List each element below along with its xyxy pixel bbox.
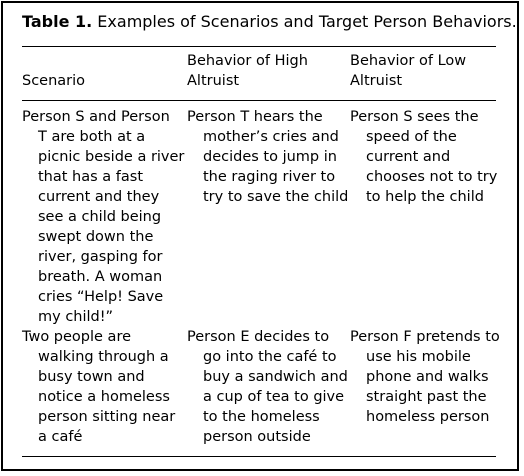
header-line: Behavior of Low [350, 53, 467, 69]
cell-line: my child!” [38, 309, 114, 325]
header-high-altruist [187, 51, 308, 91]
cell-line: see a child being [38, 209, 162, 225]
cell-line: current and they [38, 189, 160, 205]
cell-line: mother’s cries and [203, 129, 339, 145]
header-line: Scenario [22, 73, 86, 89]
table-title: Examples of Scenarios and Target Person Behaviors. [92, 12, 517, 31]
cell-line: homeless person [366, 409, 490, 425]
row2-low-altruist [350, 327, 500, 427]
table-label: Table 1. [22, 12, 93, 31]
cell-line: swept down the [38, 229, 154, 245]
cell-line: river, gasping for [38, 249, 163, 265]
cell-line: try to save the child [203, 189, 349, 205]
cell-line: decides to jump in [203, 149, 337, 165]
cell-line: Person T hears the [187, 109, 323, 125]
row1-low-altruist [350, 107, 497, 207]
cell-line: cries “Help! Save [38, 289, 164, 305]
cell-line: Person F pretends to [350, 329, 500, 345]
header-rule [22, 100, 496, 101]
cell-line: phone and walks [366, 369, 489, 385]
cell-line: chooses not to try [366, 169, 498, 185]
header-low-altruist [350, 51, 466, 91]
top-rule [22, 46, 496, 47]
cell-line: person sitting near [38, 409, 176, 425]
bottom-rule [22, 456, 496, 457]
cell-line: go into the café to [203, 349, 337, 365]
cell-line: a café [38, 429, 83, 445]
header-line: Altruist [187, 73, 240, 89]
row1-high-altruist [187, 107, 348, 207]
row2-high-altruist [187, 327, 348, 447]
cell-line: picnic beside a river [38, 149, 185, 165]
cell-line: use his mobile [366, 349, 471, 365]
cell-line: to the homeless [203, 409, 320, 425]
cell-line: Two people are [22, 329, 132, 345]
header-line: Behavior of High [187, 53, 308, 69]
cell-line: a cup of tea to give [203, 389, 345, 405]
table-caption [22, 11, 517, 33]
row1-scenario [22, 107, 184, 327]
cell-line: breath. A woman [38, 269, 163, 285]
cell-line: Person E decides to [187, 329, 330, 345]
cell-line: speed of the [366, 129, 457, 145]
cell-line: to help the child [366, 189, 484, 205]
header-line: Altruist [350, 73, 403, 89]
cell-line: walking through a [38, 349, 169, 365]
cell-line: person outside [203, 429, 311, 445]
cell-line: that has a fast [38, 169, 144, 185]
cell-line: busy town and [38, 369, 145, 385]
cell-line: Person S sees the [350, 109, 479, 125]
header-scenario [22, 71, 85, 91]
cell-line: the raging river to [203, 169, 336, 185]
cell-line: buy a sandwich and [203, 369, 348, 385]
cell-line: Person S and Person [22, 109, 170, 125]
cell-line: notice a homeless [38, 389, 170, 405]
cell-line: straight past the [366, 389, 487, 405]
row2-scenario [22, 327, 175, 447]
cell-line: current and [366, 149, 451, 165]
cell-line: T are both at a [38, 129, 146, 145]
